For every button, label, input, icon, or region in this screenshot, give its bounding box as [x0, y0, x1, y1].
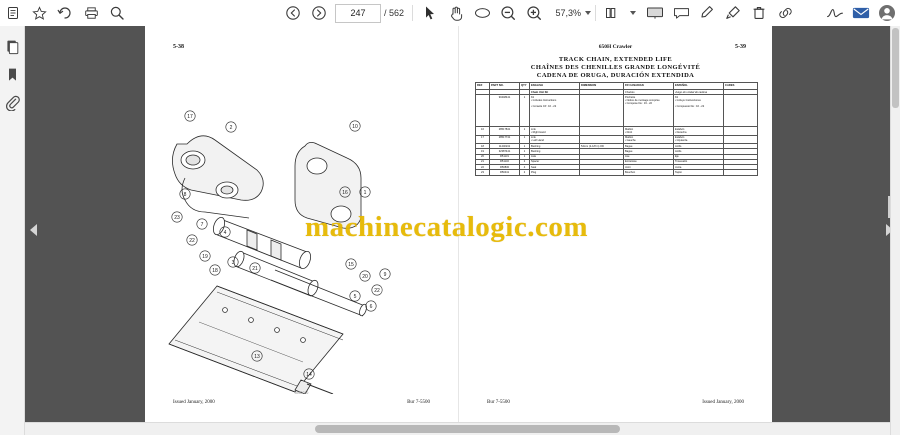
cell-espanol: Travesaño: [674, 159, 724, 164]
cell-english: Bushing: [530, 149, 580, 154]
cell-espanol: Eslabón • Izquierda: [674, 135, 724, 143]
cell-english: Kit • Includes Instructions • Console Ch'. 16 - 22: [530, 95, 580, 127]
page-spread: [25, 26, 900, 423]
cell-dimension: [580, 135, 624, 143]
cell-part-no: 90448441: [490, 95, 520, 127]
cell-fr-canadian: Joint: [624, 165, 674, 170]
cell-part-no: 32387441: [490, 149, 520, 154]
zoom-out-icon[interactable]: [495, 1, 521, 25]
cell-espanol: Eslabón • Derecha: [674, 127, 724, 135]
search-icon[interactable]: [104, 1, 130, 25]
bookmark-panel-icon[interactable]: [1, 62, 23, 88]
page-layout-icon[interactable]: [600, 1, 626, 25]
svg-text:13: 13: [254, 354, 260, 360]
horizontal-scrollbar[interactable]: [25, 422, 900, 435]
cell-qty: 1: [520, 135, 530, 143]
svg-text:22: 22: [189, 238, 195, 244]
cell-ref: 23: [476, 170, 490, 175]
page-label-right: 5-39: [735, 44, 746, 50]
toolbar-left-group: [0, 0, 130, 26]
svg-text:16: 16: [342, 190, 348, 196]
ellipse-icon[interactable]: [469, 1, 495, 25]
view-group: [600, 0, 668, 26]
cell-qty: 1: [520, 154, 530, 159]
cell-english: Plug: [530, 170, 580, 175]
table-row: [476, 95, 758, 127]
document-page-right: [458, 26, 772, 423]
page-footer-left-issued: Issued January, 2000: [173, 400, 215, 405]
section-title-en: TRACK CHAIN, EXTENDED LIFE: [558, 56, 673, 63]
cell-ref: 18: [476, 144, 490, 149]
cell-espanol: Eje: [674, 154, 724, 159]
watermark-text: machinecatalogic.com: [305, 211, 589, 243]
horizontal-scroll-thumb[interactable]: [315, 425, 620, 433]
svg-text:4: 4: [223, 230, 227, 236]
cell-fr-canadian: Axe: [624, 154, 674, 159]
table-header-row: [476, 83, 758, 90]
vertical-scroll-thumb[interactable]: [892, 28, 899, 108]
track-chain-illustration: [155, 74, 448, 394]
toolbar: [0, 0, 900, 27]
cell-part-no: R50441: [490, 170, 520, 175]
cell-espanol: Juego de unidad de cadena: [674, 90, 724, 95]
cell-qty: 4: [520, 165, 530, 170]
signature-icon[interactable]: [822, 1, 848, 25]
cell-fr-canadian: Pochette • Notice de montage comprise • Compose De : 16 - 22: [624, 95, 674, 127]
page-footer-left-code: 3990010: [294, 391, 309, 395]
link-icon[interactable]: [772, 1, 798, 25]
cell-fr-canadian: Bague: [624, 149, 674, 154]
cursor-icon[interactable]: [417, 1, 443, 25]
cell-ref: 17: [476, 135, 490, 143]
chevron-down-icon-view[interactable]: [630, 11, 636, 15]
parts-table-body: [476, 90, 758, 176]
page-number-input[interactable]: [335, 4, 381, 23]
cell-cares: [724, 95, 758, 127]
section-title-block: [459, 56, 772, 79]
svg-text:7: 7: [200, 222, 204, 228]
cell-ref: [476, 95, 490, 127]
comment-icon[interactable]: [668, 1, 694, 25]
document-viewer[interactable]: [25, 26, 900, 435]
svg-text:14: 14: [306, 372, 312, 378]
cell-fr-canadian: Bague: [624, 144, 674, 149]
cell-dimension: [580, 170, 624, 175]
section-title-es: CADENA DE ORUGA, DURACIÓN EXTENDIDA: [536, 72, 695, 79]
table-row: [476, 127, 758, 135]
cell-part-no: R51131: [490, 154, 520, 159]
mail-icon[interactable]: [848, 1, 874, 25]
svg-text:6: 6: [369, 304, 373, 310]
table-row: [476, 135, 758, 143]
page-footer-right-issued: Issued January, 2000: [702, 400, 744, 405]
cell-english: Axle: [530, 154, 580, 159]
svg-text:1: 1: [363, 190, 367, 196]
col-english: ENGLISH: [530, 83, 580, 90]
svg-text:17: 17: [187, 114, 193, 120]
svg-text:19: 19: [202, 254, 208, 260]
cell-fr-canadian: Maillon • Droit: [624, 127, 674, 135]
svg-text:22: 22: [374, 288, 380, 294]
account-icon[interactable]: [874, 1, 900, 25]
cell-part-no: 28517841: [490, 127, 520, 135]
chevron-down-icon[interactable]: [585, 11, 591, 15]
account-group: [822, 0, 900, 26]
cell-ref: 22: [476, 165, 490, 170]
cell-ref: 16: [476, 127, 490, 135]
cell-cares: [724, 135, 758, 143]
zoom-level-value[interactable]: 57,3%: [555, 8, 582, 18]
cell-english: Chain Unit Kit: [530, 90, 580, 95]
cell-english: Link • Left Hand: [530, 135, 580, 143]
cell-english: Link • Right Hand: [530, 127, 580, 135]
cell-qty: 1: [520, 127, 530, 135]
svg-text:23: 23: [174, 215, 180, 221]
cell-espanol: Anillo: [674, 149, 724, 154]
cell-qty: 2: [520, 170, 530, 175]
cell-part-no: 28517741: [490, 135, 520, 143]
cell-espanol: Kit • Incluye Instrucciones • Compuesto De : 16 - 22: [674, 95, 724, 127]
svg-text:20: 20: [362, 274, 368, 280]
svg-text:18: 18: [212, 268, 218, 274]
previous-page-button[interactable]: [280, 1, 306, 25]
cell-qty: 2: [520, 159, 530, 164]
cell-english: Bushing: [530, 144, 580, 149]
svg-text:15: 15: [348, 262, 354, 268]
col-qty: QTY: [520, 83, 530, 90]
svg-text:21: 21: [252, 266, 258, 272]
cell-qty: 1: [520, 95, 530, 127]
cell-fr-canadian: Entretoise: [624, 159, 674, 164]
page-footer-left-bulletin: Bur 7-5500: [407, 400, 430, 405]
cell-fr-canadian: Maillon • Gauche: [624, 135, 674, 143]
trash-icon[interactable]: [746, 1, 772, 25]
pen-icon[interactable]: [694, 1, 720, 25]
print-icon[interactable]: [78, 1, 104, 25]
col-espanol: ESPAÑOL: [674, 83, 724, 90]
cell-part-no: R51132: [490, 159, 520, 164]
zoom-in-icon[interactable]: [521, 1, 547, 25]
cell-dimension: [580, 95, 624, 127]
svg-text:3: 3: [231, 260, 235, 266]
section-title-fr: CHAÎNES DES CHENILLES GRANDE LONGÉVITÉ: [530, 64, 701, 71]
pages-panel-icon[interactable]: [1, 34, 23, 60]
svg-text:2: 2: [229, 125, 233, 131]
previous-spread-arrow[interactable]: [28, 222, 40, 238]
highlight-icon[interactable]: [720, 1, 746, 25]
model-label: 650H Crawler: [598, 44, 633, 50]
svg-text:10: 10: [352, 124, 358, 130]
page-label-left: 5-38: [173, 44, 184, 50]
cell-fr-canadian: Bouchon: [624, 170, 674, 175]
svg-text:8: 8: [183, 192, 187, 198]
cell-espanol: Junta: [674, 165, 724, 170]
vertical-scrollbar[interactable]: [890, 26, 900, 435]
cell-english: Seal: [530, 165, 580, 170]
cell-part-no: 11440241: [490, 144, 520, 149]
table-row: [476, 170, 758, 175]
col-fr-canadian: FR CANADIAN: [624, 83, 674, 90]
toolbar-divider: [412, 5, 413, 21]
toolbar-divider-2: [595, 5, 596, 21]
sidebar: [0, 26, 25, 435]
cell-qty: 1: [520, 149, 530, 154]
cell-dimension: 54mm (2-1/8 in) OD: [580, 144, 624, 149]
col-part-no: PART NO.: [490, 83, 520, 90]
svg-text:9: 9: [383, 272, 387, 278]
cell-part-no: R50830: [490, 165, 520, 170]
cell-espanol: Tapón: [674, 170, 724, 175]
cell-espanol: Anillo: [674, 144, 724, 149]
cell-ref: 19: [476, 149, 490, 154]
col-dimension: DIMENSION: [580, 83, 624, 90]
col-cares: CARES: [724, 83, 758, 90]
cell-ref: 20: [476, 154, 490, 159]
annotation-group: [668, 0, 798, 26]
attachment-panel-icon[interactable]: [1, 90, 23, 116]
document-page-left: [145, 26, 458, 423]
cell-cares: [724, 127, 758, 135]
cell-fr-canadian: Chaines: [624, 90, 674, 95]
cell-qty: 1: [520, 144, 530, 149]
svg-text:5: 5: [353, 294, 357, 300]
star-icon[interactable]: [26, 1, 52, 25]
cell-cares: [724, 170, 758, 175]
file-icon[interactable]: [0, 1, 26, 25]
presentation-icon[interactable]: [642, 1, 668, 25]
hand-icon[interactable]: [443, 1, 469, 25]
cell-english: Spacer: [530, 159, 580, 164]
page-nav-group: [280, 0, 408, 26]
cell-dimension: [580, 127, 624, 135]
tools-group: [417, 0, 591, 26]
undo-icon[interactable]: [52, 1, 78, 25]
col-ref: REF: [476, 83, 490, 90]
page-total-label: / 562: [384, 8, 405, 18]
cell-ref: 21: [476, 159, 490, 164]
next-page-button[interactable]: [306, 1, 332, 25]
page-footer-right-bulletin: Bur 7-5500: [487, 400, 510, 405]
parts-table: [475, 82, 758, 176]
